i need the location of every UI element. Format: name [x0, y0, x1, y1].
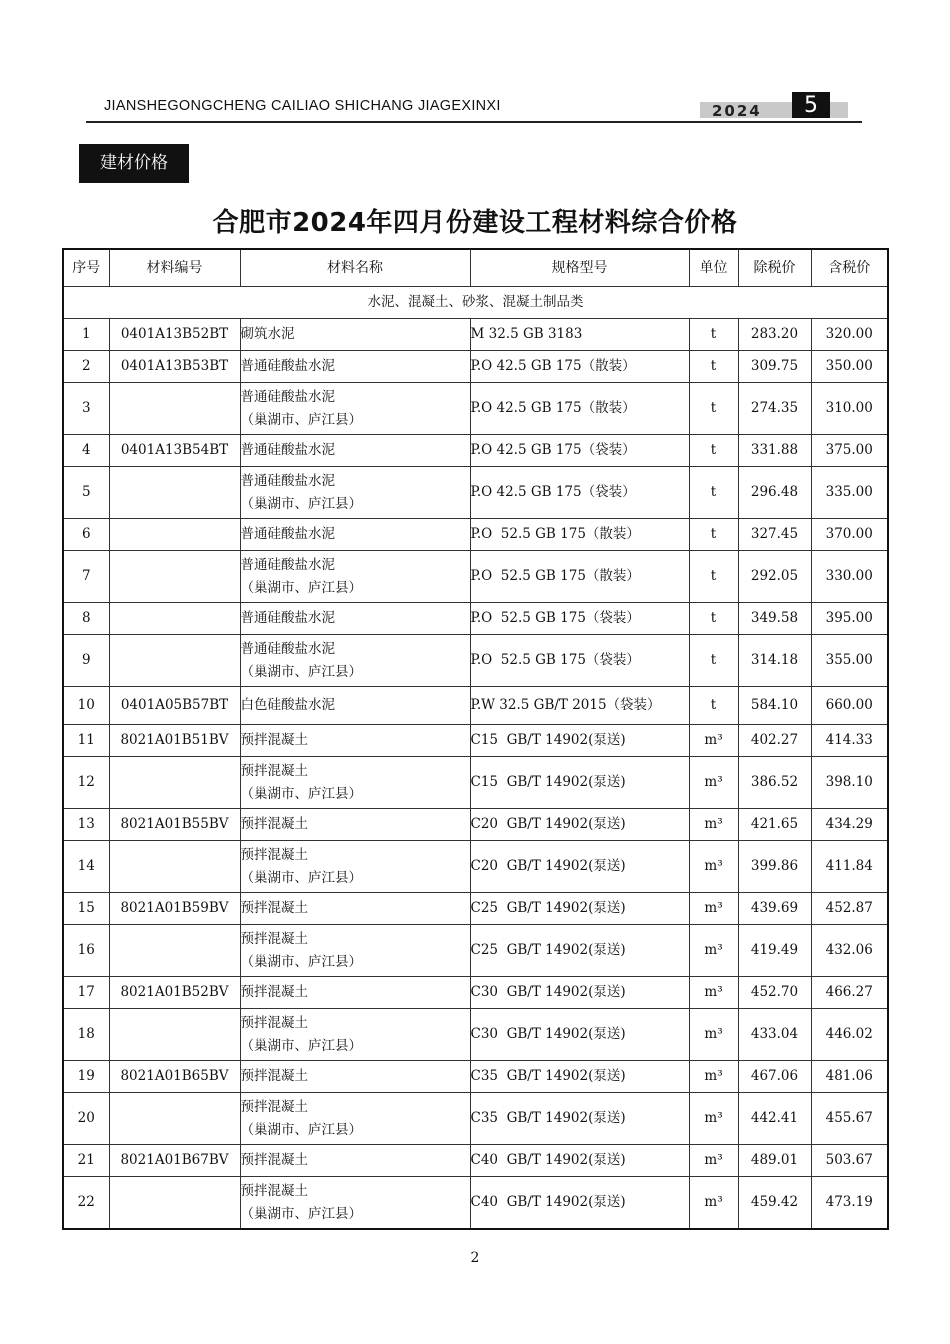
table-row: [63, 977, 888, 1009]
material-region: （巢湖市、庐江县）: [240, 411, 362, 428]
cell-spec: C40 GB/T 14902(泵送): [470, 1177, 689, 1230]
material-name: 普通硅酸盐水泥: [240, 472, 335, 489]
material-name: 预拌混凝土: [240, 1182, 308, 1199]
cell-name: [240, 809, 470, 841]
cell-spec: C30 GB/T 14902(泵送): [470, 1009, 689, 1061]
cell-no: 1: [63, 319, 109, 351]
cell-inc-tax: 473.19: [811, 1177, 888, 1230]
cell-inc-tax: 434.29: [811, 809, 888, 841]
cell-unit: t: [689, 383, 738, 435]
cell-unit: m³: [689, 1177, 738, 1230]
cell-no: 11: [63, 725, 109, 757]
material-name: 预拌混凝土: [240, 900, 308, 916]
cell-ex-tax: 459.42: [738, 1177, 811, 1230]
cell-code: [109, 603, 240, 635]
cell-ex-tax: 402.27: [738, 725, 811, 757]
cell-ex-tax: 327.45: [738, 519, 811, 551]
material-region: （巢湖市、庐江县）: [240, 1037, 362, 1054]
cell-no: 2: [63, 351, 109, 383]
cell-name: [240, 1093, 470, 1145]
cell-spec: P.O 42.5 GB 175（袋装）: [470, 435, 689, 467]
cell-name: [240, 467, 470, 519]
cell-name: [240, 519, 470, 551]
material-region: （巢湖市、庐江县）: [240, 663, 362, 680]
page-title: 合肥市2024年四月份建设工程材料综合价格: [212, 208, 738, 238]
cell-ex-tax: 452.70: [738, 977, 811, 1009]
header-year: 2024: [700, 102, 792, 118]
material-name: 预拌混凝土: [240, 816, 308, 832]
cell-unit: m³: [689, 1061, 738, 1093]
cell-no: 18: [63, 1009, 109, 1061]
material-name: 预拌混凝土: [240, 732, 308, 748]
cell-ex-tax: 467.06: [738, 1061, 811, 1093]
cell-spec: P.O 52.5 GB 175（散装）: [470, 551, 689, 603]
cell-spec: C20 GB/T 14902(泵送): [470, 841, 689, 893]
material-name: 预拌混凝土: [240, 930, 308, 947]
cell-code: [109, 841, 240, 893]
table-row: [63, 809, 888, 841]
table-row: [63, 1093, 888, 1145]
cell-name: [240, 977, 470, 1009]
table-row: [63, 725, 888, 757]
cell-name: [240, 603, 470, 635]
cell-spec: C35 GB/T 14902(泵送): [470, 1061, 689, 1093]
material-region: （巢湖市、庐江县）: [240, 579, 362, 596]
cell-inc-tax: 481.06: [811, 1061, 888, 1093]
table-row: [63, 757, 888, 809]
cell-code: [109, 635, 240, 687]
material-name: 普通硅酸盐水泥: [240, 526, 335, 542]
cell-no: 15: [63, 893, 109, 925]
cell-no: 20: [63, 1093, 109, 1145]
cell-ex-tax: 349.58: [738, 603, 811, 635]
material-name: 预拌混凝土: [240, 762, 308, 779]
cell-unit: t: [689, 687, 738, 725]
cell-name: [240, 1145, 470, 1177]
cell-ex-tax: 309.75: [738, 351, 811, 383]
table-row: [63, 351, 888, 383]
material-region: （巢湖市、庐江县）: [240, 869, 362, 886]
table-row: [63, 925, 888, 977]
cell-code: [109, 757, 240, 809]
category-row: [63, 287, 888, 319]
cell-no: 17: [63, 977, 109, 1009]
cell-code: 8021A01B52BV: [109, 977, 240, 1009]
cell-unit: t: [689, 351, 738, 383]
cell-code: [109, 383, 240, 435]
cell-name: [240, 893, 470, 925]
material-name: 普通硅酸盐水泥: [240, 388, 335, 405]
cell-inc-tax: 355.00: [811, 635, 888, 687]
table-row: [63, 519, 888, 551]
table-row: [63, 319, 888, 351]
cell-inc-tax: 310.00: [811, 383, 888, 435]
cell-ex-tax: 419.49: [738, 925, 811, 977]
cell-name: [240, 351, 470, 383]
cell-no: 6: [63, 519, 109, 551]
cell-no: 12: [63, 757, 109, 809]
cell-unit: m³: [689, 757, 738, 809]
cell-unit: m³: [689, 1009, 738, 1061]
cell-spec: P.O 52.5 GB 175（袋装）: [470, 635, 689, 687]
cell-name: [240, 551, 470, 603]
material-name: 砌筑水泥: [240, 326, 295, 342]
table-row: [63, 1009, 888, 1061]
cell-spec: P.W 32.5 GB/T 2015（袋装）: [470, 687, 689, 725]
page-number: 2: [470, 1250, 480, 1266]
cell-inc-tax: 660.00: [811, 687, 888, 725]
material-name: 普通硅酸盐水泥: [240, 640, 335, 657]
cell-no: 21: [63, 1145, 109, 1177]
journal-header: JIANSHEGONGCHENG CAILIAO SHICHANG JIAGEXINXI: [104, 98, 501, 114]
col-header-no: 序号: [63, 249, 109, 287]
cell-inc-tax: 411.84: [811, 841, 888, 893]
cell-inc-tax: 350.00: [811, 351, 888, 383]
cell-code: [109, 519, 240, 551]
cell-no: 13: [63, 809, 109, 841]
cell-no: 14: [63, 841, 109, 893]
cell-code: 8021A01B55BV: [109, 809, 240, 841]
cell-code: [109, 1093, 240, 1145]
table-row: [63, 551, 888, 603]
cell-no: 7: [63, 551, 109, 603]
material-name: 预拌混凝土: [240, 1014, 308, 1031]
cell-no: 9: [63, 635, 109, 687]
cell-spec: C20 GB/T 14902(泵送): [470, 809, 689, 841]
col-header-code: 材料编号: [109, 249, 240, 287]
table-row: [63, 435, 888, 467]
table-row: [63, 687, 888, 725]
cell-ex-tax: 399.86: [738, 841, 811, 893]
cell-ex-tax: 331.88: [738, 435, 811, 467]
cell-ex-tax: 292.05: [738, 551, 811, 603]
cell-ex-tax: 421.65: [738, 809, 811, 841]
material-name: 普通硅酸盐水泥: [240, 442, 335, 458]
cell-spec: P.O 42.5 GB 175（散装）: [470, 351, 689, 383]
material-name: 预拌混凝土: [240, 1152, 308, 1168]
cell-no: 5: [63, 467, 109, 519]
cell-spec: M 32.5 GB 3183: [470, 319, 689, 351]
cell-code: 8021A01B67BV: [109, 1145, 240, 1177]
cell-ex-tax: 442.41: [738, 1093, 811, 1145]
cell-no: 22: [63, 1177, 109, 1230]
table-row: [63, 1177, 888, 1230]
cell-spec: P.O 42.5 GB 175（袋装）: [470, 467, 689, 519]
cell-inc-tax: 330.00: [811, 551, 888, 603]
cell-unit: m³: [689, 1145, 738, 1177]
cell-spec: C30 GB/T 14902(泵送): [470, 977, 689, 1009]
material-name: 预拌混凝土: [240, 984, 308, 1000]
cell-no: 4: [63, 435, 109, 467]
category-label: 水泥、混凝土、砂浆、混凝土制品类: [63, 287, 888, 319]
col-header-unit: 单位: [689, 249, 738, 287]
cell-unit: m³: [689, 925, 738, 977]
cell-ex-tax: 274.35: [738, 383, 811, 435]
section-tag: 建材价格: [79, 144, 189, 183]
col-header-name: 材料名称: [240, 249, 470, 287]
col-header-spec: 规格型号: [470, 249, 689, 287]
cell-name: [240, 1177, 470, 1230]
cell-inc-tax: 395.00: [811, 603, 888, 635]
cell-ex-tax: 433.04: [738, 1009, 811, 1061]
table-row: [63, 635, 888, 687]
table-row: [63, 841, 888, 893]
cell-unit: m³: [689, 977, 738, 1009]
cell-ex-tax: 314.18: [738, 635, 811, 687]
cell-no: 8: [63, 603, 109, 635]
cell-unit: t: [689, 635, 738, 687]
cell-spec: C15 GB/T 14902(泵送): [470, 757, 689, 809]
cell-name: [240, 1009, 470, 1061]
price-table: [62, 248, 889, 1230]
cell-name: [240, 1061, 470, 1093]
cell-spec: C25 GB/T 14902(泵送): [470, 925, 689, 977]
header-divider: [86, 121, 862, 123]
cell-spec: P.O 52.5 GB 175（散装）: [470, 519, 689, 551]
cell-inc-tax: 414.33: [811, 725, 888, 757]
cell-unit: t: [689, 603, 738, 635]
material-name: 预拌混凝土: [240, 1098, 308, 1115]
cell-code: 8021A01B51BV: [109, 725, 240, 757]
cell-inc-tax: 432.06: [811, 925, 888, 977]
cell-name: [240, 757, 470, 809]
table-row: [63, 1061, 888, 1093]
cell-name: [240, 725, 470, 757]
table-row: [63, 603, 888, 635]
cell-code: [109, 1009, 240, 1061]
material-region: （巢湖市、庐江县）: [240, 1205, 362, 1222]
cell-name: [240, 383, 470, 435]
cell-inc-tax: 370.00: [811, 519, 888, 551]
cell-code: 8021A01B59BV: [109, 893, 240, 925]
cell-unit: t: [689, 551, 738, 603]
cell-unit: m³: [689, 1093, 738, 1145]
cell-name: [240, 435, 470, 467]
cell-unit: m³: [689, 893, 738, 925]
cell-unit: m³: [689, 725, 738, 757]
material-region: （巢湖市、庐江县）: [240, 785, 362, 802]
material-region: （巢湖市、庐江县）: [240, 495, 362, 512]
cell-ex-tax: 296.48: [738, 467, 811, 519]
header-bar-decoration: [830, 102, 848, 118]
cell-code: [109, 925, 240, 977]
cell-name: [240, 841, 470, 893]
table-row: [63, 383, 888, 435]
cell-name: [240, 635, 470, 687]
cell-ex-tax: 584.10: [738, 687, 811, 725]
table-header-row: [63, 249, 888, 287]
cell-inc-tax: 335.00: [811, 467, 888, 519]
cell-inc-tax: 503.67: [811, 1145, 888, 1177]
material-name: 普通硅酸盐水泥: [240, 556, 335, 573]
cell-ex-tax: 439.69: [738, 893, 811, 925]
cell-inc-tax: 446.02: [811, 1009, 888, 1061]
cell-unit: t: [689, 319, 738, 351]
cell-code: 0401A13B54BT: [109, 435, 240, 467]
cell-no: 19: [63, 1061, 109, 1093]
table-row: [63, 1145, 888, 1177]
col-header-ex-tax: 除税价: [738, 249, 811, 287]
cell-no: 10: [63, 687, 109, 725]
material-region: （巢湖市、庐江县）: [240, 1121, 362, 1138]
cell-code: [109, 467, 240, 519]
header-issue-number: 5: [792, 92, 830, 118]
cell-inc-tax: 320.00: [811, 319, 888, 351]
cell-unit: m³: [689, 809, 738, 841]
cell-spec: C35 GB/T 14902(泵送): [470, 1093, 689, 1145]
col-header-inc-tax: 含税价: [811, 249, 888, 287]
cell-unit: t: [689, 519, 738, 551]
cell-unit: t: [689, 467, 738, 519]
cell-code: 0401A13B53BT: [109, 351, 240, 383]
cell-inc-tax: 375.00: [811, 435, 888, 467]
cell-code: [109, 551, 240, 603]
cell-unit: m³: [689, 841, 738, 893]
cell-unit: t: [689, 435, 738, 467]
material-name: 预拌混凝土: [240, 846, 308, 863]
cell-spec: P.O 42.5 GB 175（散装）: [470, 383, 689, 435]
cell-inc-tax: 455.67: [811, 1093, 888, 1145]
cell-code: 0401A05B57BT: [109, 687, 240, 725]
material-name: 普通硅酸盐水泥: [240, 358, 335, 374]
material-name: 普通硅酸盐水泥: [240, 610, 335, 626]
material-name: 预拌混凝土: [240, 1068, 308, 1084]
cell-spec: C15 GB/T 14902(泵送): [470, 725, 689, 757]
material-region: （巢湖市、庐江县）: [240, 953, 362, 970]
table-row: [63, 893, 888, 925]
cell-inc-tax: 466.27: [811, 977, 888, 1009]
cell-name: [240, 925, 470, 977]
cell-spec: C25 GB/T 14902(泵送): [470, 893, 689, 925]
cell-ex-tax: 283.20: [738, 319, 811, 351]
cell-name: [240, 687, 470, 725]
cell-name: [240, 319, 470, 351]
material-name: 白色硅酸盐水泥: [240, 697, 335, 713]
cell-code: 8021A01B65BV: [109, 1061, 240, 1093]
table-row: [63, 467, 888, 519]
cell-code: [109, 1177, 240, 1230]
cell-ex-tax: 386.52: [738, 757, 811, 809]
cell-no: 3: [63, 383, 109, 435]
cell-no: 16: [63, 925, 109, 977]
cell-inc-tax: 452.87: [811, 893, 888, 925]
cell-inc-tax: 398.10: [811, 757, 888, 809]
cell-code: 0401A13B52BT: [109, 319, 240, 351]
cell-spec: C40 GB/T 14902(泵送): [470, 1145, 689, 1177]
cell-ex-tax: 489.01: [738, 1145, 811, 1177]
cell-spec: P.O 52.5 GB 175（袋装）: [470, 603, 689, 635]
